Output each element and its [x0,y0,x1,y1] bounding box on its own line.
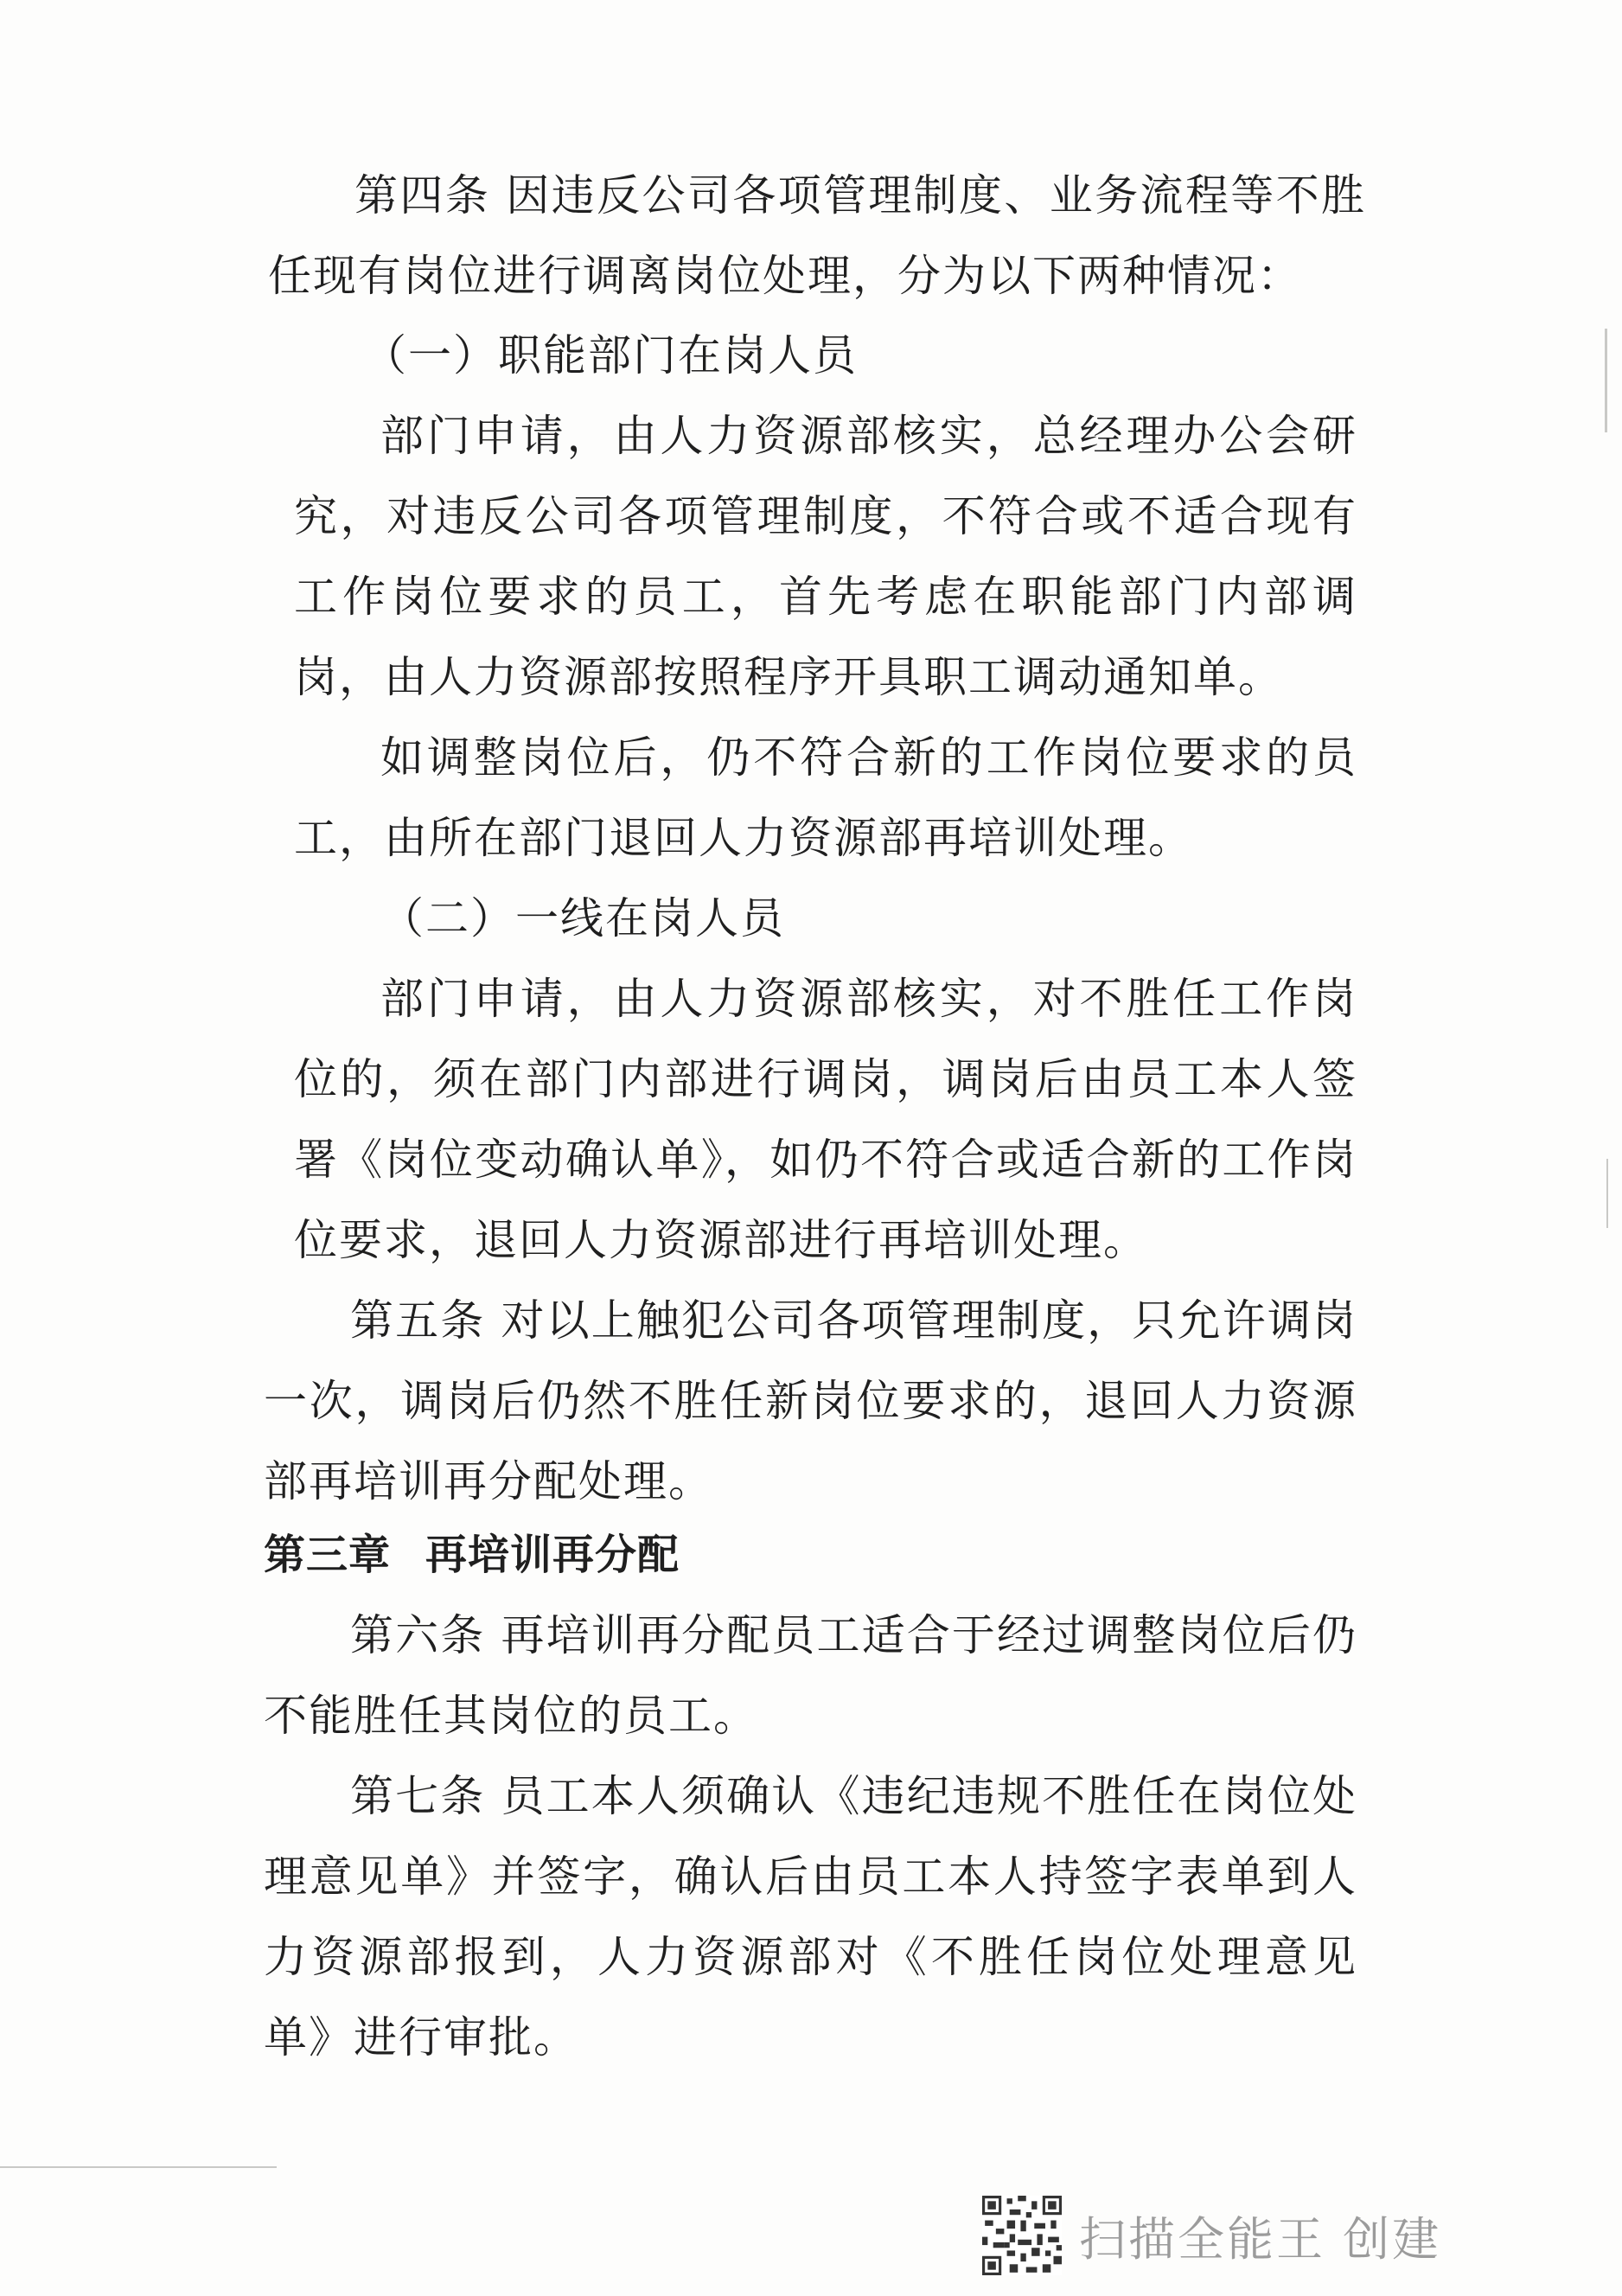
article-4-paragraph: 第四条 因违反公司各项管理制度、业务流程等不胜任现有岗位进行调离岗位处理，分为以下两种情况： [268,170,1366,301]
functional-staff-paragraph: 部门申请，由人力资源部核实，总经理办公会研究，对违反公司各项管理制度，不符合或不适合现有工作岗位要求的员工，首先考虑在职能部门内部调岗，由人力资源部按照程序开具职工调动通知单。 [294,411,1357,702]
subheading-functional-staff: （一）职能部门在岗人员 [363,330,858,381]
article-5-paragraph: 第五条 对以上触犯公司各项管理制度，只允许调岗一次，调岗后仍然不胜任新岗位要求的，退回人力资源部再培训再分配处理。 [264,1295,1357,1506]
article-6-paragraph: 第六条 再培训再分配员工适合于经过调整岗位后仍不能胜任其岗位的员工。 [264,1610,1357,1741]
watermark-text: 扫描全能王 创建 [1079,2211,1442,2267]
qr-code-icon [982,2196,1062,2275]
frontline-staff-paragraph: 部门申请，由人力资源部核实，对不胜任工作岗位的，须在部门内部进行调岗，调岗后由员工本人签署《岗位变动确认单》，如仍不符合或适合新的工作岗位要求，退回人力资源部进行再培训处理。 [294,974,1357,1265]
scanner-watermark [982,2192,1441,2279]
chapter-title: 再培训再分配 [425,1531,680,1579]
chapter-number: 第三章 [264,1531,392,1579]
chapter-heading [264,1515,680,1596]
article-7-paragraph: 第七条 员工本人须确认《违纪违规不胜任在岗位处理意见单》并签字，确认后由员工本人持签字表单到人力资源部报到，人力资源部对《不胜任岗位处理意见单》进行审批。 [264,1771,1357,2063]
subheading-frontline-staff: （二）一线在岗人员 [380,893,785,943]
readjustment-paragraph: 如调整岗位后，仍不符合新的工作岗位要求的员工，由所在部门退回人力资源部再培训处理。 [294,732,1357,863]
